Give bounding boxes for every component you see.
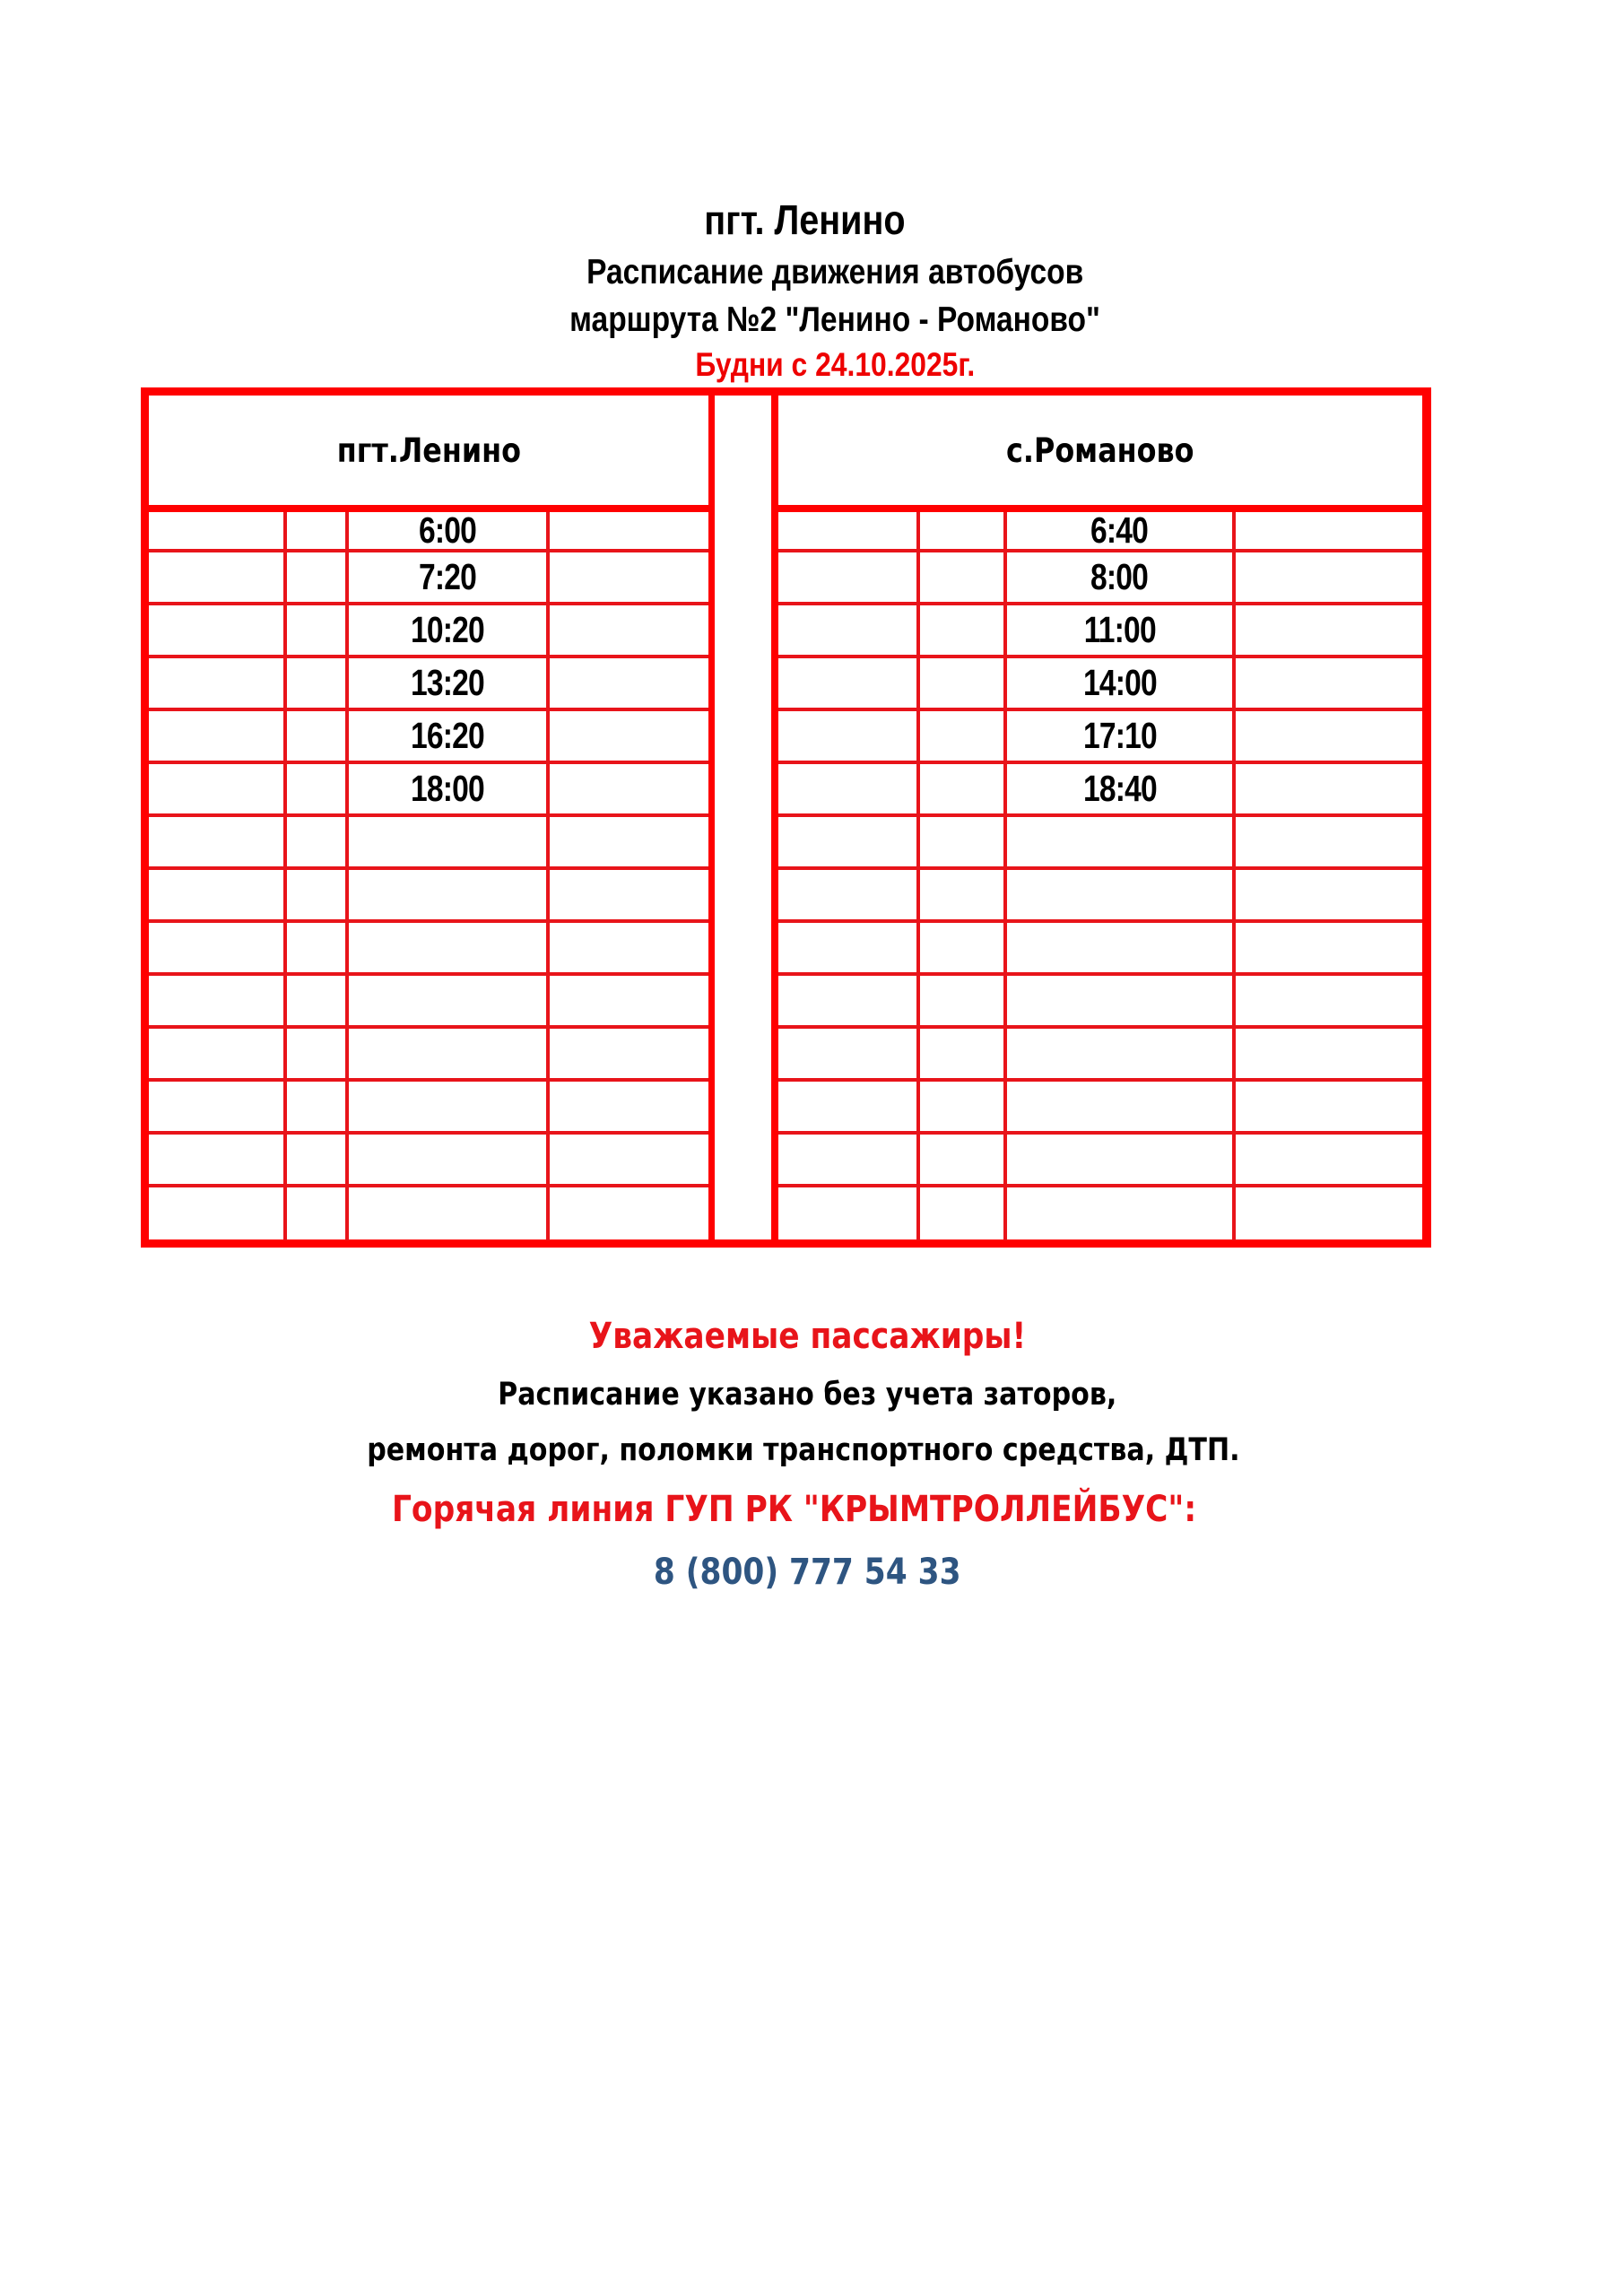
hotline-phone-text: 8 (800) 777 54 33 <box>654 1552 961 1593</box>
empty-cell <box>778 870 920 919</box>
hotline-label <box>0 1489 1606 1530</box>
table-divider-column <box>715 396 771 1239</box>
schedule-row <box>778 552 1422 605</box>
empty-cell <box>920 711 1007 761</box>
empty-cell <box>920 870 1007 919</box>
departure-time: 10:20 <box>411 609 484 650</box>
schedule-row <box>778 509 1422 552</box>
departure-time-cell <box>1007 817 1236 866</box>
departure-time-cell <box>349 1029 550 1078</box>
schedule-table-left <box>149 396 708 1239</box>
schedule-row <box>149 1135 708 1187</box>
empty-cell <box>550 1029 708 1078</box>
empty-cell <box>1236 658 1422 708</box>
notice-line2-text: ремонта дорог, поломки транспортного средства, ДТП. <box>366 1432 1240 1468</box>
empty-cell <box>1236 1135 1422 1184</box>
empty-cell <box>149 923 287 972</box>
notice-greeting <box>0 1316 1620 1357</box>
empty-cell <box>920 1029 1007 1078</box>
schedule-row <box>778 817 1422 870</box>
empty-cell <box>920 605 1007 655</box>
departure-time-cell <box>349 817 550 866</box>
departure-time: 6:40 <box>1090 509 1149 551</box>
empty-cell <box>920 1082 1007 1131</box>
schedule-row <box>778 1029 1422 1082</box>
departure-time-cell <box>1007 658 1236 708</box>
right-times-grid <box>778 509 1422 1240</box>
empty-cell <box>778 605 920 655</box>
empty-cell <box>149 1135 287 1184</box>
empty-cell <box>149 870 287 919</box>
empty-cell <box>1236 711 1422 761</box>
empty-cell <box>287 1135 349 1184</box>
empty-cell <box>550 658 708 708</box>
schedule-row <box>149 1029 708 1082</box>
empty-cell <box>920 923 1007 972</box>
empty-cell <box>149 711 287 761</box>
departure-time: 6:00 <box>418 509 477 551</box>
empty-cell <box>1236 764 1422 813</box>
empty-cell <box>149 605 287 655</box>
departure-time-cell <box>1007 923 1236 972</box>
empty-cell <box>778 764 920 813</box>
empty-cell <box>149 552 287 602</box>
left-times-grid <box>149 509 708 1240</box>
empty-cell <box>287 764 349 813</box>
hotline-label-text: Горячая линия ГУП РК "КРЫМТРОЛЛЕЙБУС": <box>391 1489 1197 1530</box>
empty-cell <box>287 817 349 866</box>
departure-time: 16:20 <box>411 715 484 756</box>
empty-cell <box>778 552 920 602</box>
empty-cell <box>550 976 708 1025</box>
empty-cell <box>920 976 1007 1025</box>
empty-cell <box>778 1187 920 1240</box>
notice-line2 <box>0 1432 1615 1468</box>
empty-cell <box>149 764 287 813</box>
empty-cell <box>550 512 708 549</box>
empty-cell <box>778 1135 920 1184</box>
schedule-row <box>149 509 708 552</box>
subtitle-line1-text: Расписание движения автобусов <box>586 253 1084 291</box>
schedule-row <box>149 923 708 976</box>
empty-cell <box>1236 1082 1422 1131</box>
empty-cell <box>920 817 1007 866</box>
empty-cell <box>778 512 920 549</box>
schedule-row <box>149 764 708 817</box>
schedule-row <box>778 711 1422 764</box>
empty-cell <box>287 870 349 919</box>
departure-time: 7:20 <box>418 556 477 597</box>
schedule-row <box>149 976 708 1029</box>
notice-greeting-text: Уважаемые пассажиры! <box>588 1316 1027 1357</box>
notice-line1 <box>0 1377 1620 1413</box>
departure-time-cell <box>349 764 550 813</box>
subtitle-line2-text: маршрута №2 "Ленино - Романово" <box>569 300 1101 339</box>
empty-cell <box>1236 923 1422 972</box>
departure-time-cell <box>349 509 550 551</box>
schedule-row <box>778 923 1422 976</box>
stop-name-left: пгт.Ленино <box>336 430 521 470</box>
empty-cell <box>778 1082 920 1131</box>
departure-time: 14:00 <box>1082 662 1157 703</box>
departure-time-cell <box>1007 1187 1236 1240</box>
empty-cell <box>920 658 1007 708</box>
schedule-row <box>778 1082 1422 1135</box>
locality-title-text: пгт. Ленино <box>704 196 906 243</box>
departure-time-cell <box>1007 1029 1236 1078</box>
empty-cell <box>550 1082 708 1131</box>
empty-cell <box>287 711 349 761</box>
validity-date <box>23 346 1624 384</box>
empty-cell <box>149 512 287 549</box>
schedule-subtitle-line1 <box>23 253 1624 292</box>
departure-time-cell <box>1007 1082 1236 1131</box>
departure-time-cell <box>349 976 550 1025</box>
empty-cell <box>920 1135 1007 1184</box>
empty-cell <box>149 1029 287 1078</box>
empty-cell <box>149 976 287 1025</box>
schedule-row <box>778 1187 1422 1240</box>
schedule-row <box>149 658 708 711</box>
empty-cell <box>920 764 1007 813</box>
stop-header-right <box>778 396 1422 512</box>
empty-cell <box>778 976 920 1025</box>
locality-title <box>0 196 1617 244</box>
departure-time-cell <box>1007 552 1236 602</box>
departure-time-cell <box>349 605 550 655</box>
schedule-row <box>149 552 708 605</box>
schedule-table-right <box>778 396 1422 1239</box>
schedule-row <box>778 976 1422 1029</box>
empty-cell <box>149 658 287 708</box>
empty-cell <box>287 1029 349 1078</box>
departure-time-cell <box>349 1187 550 1240</box>
empty-cell <box>1236 552 1422 602</box>
departure-time-cell <box>1007 605 1236 655</box>
departure-time-cell <box>1007 764 1236 813</box>
departure-time-cell <box>349 658 550 708</box>
empty-cell <box>550 1187 708 1240</box>
empty-cell <box>550 711 708 761</box>
empty-cell <box>920 512 1007 549</box>
empty-cell <box>550 870 708 919</box>
schedule-row <box>778 658 1422 711</box>
empty-cell <box>287 658 349 708</box>
empty-cell <box>550 1135 708 1184</box>
schedule-row <box>149 605 708 658</box>
schedule-row <box>149 711 708 764</box>
empty-cell <box>287 552 349 602</box>
empty-cell <box>778 1029 920 1078</box>
empty-cell <box>1236 870 1422 919</box>
departure-time-cell <box>1007 976 1236 1025</box>
empty-cell <box>149 1082 287 1131</box>
schedule-subtitle-line2 <box>23 300 1624 340</box>
departure-time: 18:40 <box>1082 768 1157 809</box>
departure-time-cell <box>349 711 550 761</box>
empty-cell <box>550 923 708 972</box>
notice-line1-text: Расписание указано без учета заторов, <box>498 1377 1117 1413</box>
departure-time: 13:20 <box>411 662 484 703</box>
departure-time-cell <box>349 923 550 972</box>
empty-cell <box>550 605 708 655</box>
schedule-row <box>149 870 708 923</box>
empty-cell <box>1236 512 1422 549</box>
schedule-row <box>778 605 1422 658</box>
schedule-row <box>149 817 708 870</box>
empty-cell <box>778 658 920 708</box>
departure-time-cell <box>349 1135 550 1184</box>
hotline-phone <box>0 1552 1620 1593</box>
empty-cell <box>1236 605 1422 655</box>
schedule-row <box>778 1135 1422 1187</box>
empty-cell <box>287 923 349 972</box>
empty-cell <box>1236 1187 1422 1240</box>
schedule-row <box>149 1082 708 1135</box>
departure-time-cell <box>1007 1135 1236 1184</box>
empty-cell <box>778 711 920 761</box>
empty-cell <box>1236 1029 1422 1078</box>
empty-cell <box>287 976 349 1025</box>
empty-cell <box>920 552 1007 602</box>
empty-cell <box>920 1187 1007 1240</box>
empty-cell <box>550 764 708 813</box>
schedule-row <box>149 1187 708 1240</box>
empty-cell <box>1236 976 1422 1025</box>
departure-time-cell <box>349 552 550 602</box>
empty-cell <box>287 1082 349 1131</box>
empty-cell <box>287 512 349 549</box>
validity-date-text: Будни с 24.10.2025г. <box>695 346 976 383</box>
empty-cell <box>778 817 920 866</box>
empty-cell <box>1236 817 1422 866</box>
empty-cell <box>550 817 708 866</box>
departure-time-cell <box>349 870 550 919</box>
schedule-row <box>778 870 1422 923</box>
empty-cell <box>149 1187 287 1240</box>
empty-cell <box>550 552 708 602</box>
departure-time-cell <box>1007 870 1236 919</box>
departure-time-cell <box>1007 509 1236 551</box>
empty-cell <box>287 605 349 655</box>
stop-name-right: с.Романово <box>1006 430 1194 470</box>
departure-time: 8:00 <box>1090 556 1149 597</box>
schedule-row <box>778 764 1422 817</box>
departure-time-cell <box>1007 711 1236 761</box>
departure-time: 18:00 <box>411 768 484 809</box>
empty-cell <box>287 1187 349 1240</box>
empty-cell <box>149 817 287 866</box>
departure-time-cell <box>349 1082 550 1131</box>
departure-time: 11:00 <box>1083 609 1156 650</box>
stop-header-left <box>149 396 708 512</box>
departure-time: 17:10 <box>1082 715 1157 756</box>
empty-cell <box>778 923 920 972</box>
